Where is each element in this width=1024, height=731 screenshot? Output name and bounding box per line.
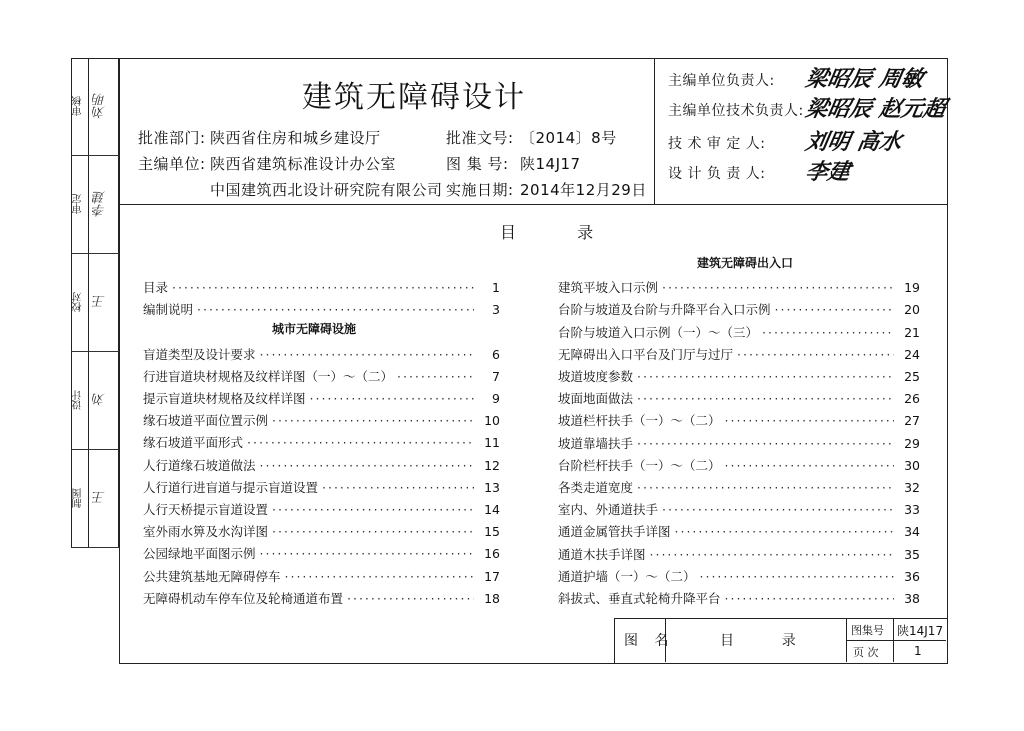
toc-entry-title: 室外雨水箅及水沟详图 — [143, 524, 269, 540]
toc-entry — [143, 278, 500, 296]
title-block-atlas-label: 图集号 — [851, 624, 884, 637]
strip-cell — [71, 58, 119, 156]
toc-entry — [143, 433, 500, 451]
toc-leader-dots — [260, 546, 474, 561]
toc-leader-dots — [637, 480, 894, 495]
toc-entry-page: 9 — [492, 391, 500, 406]
toc-leader-dots — [775, 302, 894, 317]
toc-entry — [143, 411, 500, 429]
toc-entry — [558, 522, 920, 540]
toc-entry — [558, 367, 920, 385]
toc-entry-title: 公园绿地平面图示例 — [143, 546, 256, 562]
toc-entry-page: 27 — [904, 413, 920, 429]
toc-leader-dots — [725, 591, 894, 606]
toc-leader-dots — [247, 435, 474, 450]
title-block-atlas-value: 陕14J17 — [897, 624, 944, 638]
toc-entry — [558, 545, 920, 563]
toc-leader-dots — [725, 413, 894, 428]
strip-cell — [71, 450, 119, 548]
toc-entry — [558, 323, 920, 341]
impl-date: 2014年12月29日 — [520, 181, 647, 199]
toc-entry-page: 21 — [904, 324, 920, 340]
toc-entry-page: 33 — [904, 502, 920, 518]
responsibility-role: 设 计 负 责 人: — [668, 166, 766, 182]
toc-entry-title: 人行道缘石坡道做法 — [143, 457, 256, 473]
toc-entry-title: 编制说明 — [143, 302, 194, 318]
responsibility-signature: 梁昭辰 周敏 — [803, 66, 926, 92]
toc-leader-dots — [662, 502, 894, 517]
toc-entry — [558, 456, 920, 474]
toc-entry-title: 提示盲道块材规格及纹样详图 — [143, 391, 306, 406]
toc-leader-dots — [725, 458, 894, 473]
toc-entry-title: 无障碍机动车停车位及轮椅通道布置 — [143, 590, 344, 606]
toc-entry-page: 30 — [904, 457, 920, 473]
approval-no-label: 批准文号: — [446, 129, 514, 147]
strip-cell — [71, 352, 119, 450]
toc-entry — [143, 456, 500, 474]
approval-dept: 陕西省住房和城乡建设厅 — [210, 129, 381, 147]
toc-section: 城市无障碍设施 — [272, 322, 357, 337]
strip-signature: 刘 — [93, 393, 108, 407]
toc-leader-dots — [260, 458, 474, 473]
toc-entry — [558, 300, 920, 318]
title-block-name-label: 图 名 — [624, 633, 675, 649]
responsibility-role: 技 术 审 定 人: — [668, 136, 766, 152]
toc-entry-title: 行进盲道块材规格及纹样详图（一）～（二） — [143, 368, 394, 384]
toc-entry-title: 通道护墙（一）～（二） — [558, 568, 696, 584]
toc-leader-dots — [737, 347, 894, 362]
toc-entry-page: 26 — [904, 391, 920, 407]
toc-entry-page: 24 — [904, 346, 920, 362]
toc-entry — [143, 589, 500, 607]
toc-entry — [143, 500, 500, 518]
strip-cell — [71, 254, 119, 352]
impl-date-label: 实施日期: — [446, 181, 514, 199]
editor-unit-label: 主编单位: — [138, 155, 206, 173]
toc-entry-page: 14 — [484, 502, 500, 517]
toc-entry — [558, 478, 920, 496]
toc-entry-page: 3 — [492, 302, 500, 318]
toc-leader-dots — [172, 280, 474, 295]
toc-entry — [143, 300, 500, 318]
toc-entry — [143, 345, 500, 363]
toc-section: 建筑无障碍出入口 — [697, 256, 794, 270]
toc-leader-dots — [272, 413, 474, 428]
title-block-name: 目 录 — [720, 633, 802, 649]
toc-entry-title: 坡道坡度参数 — [558, 369, 634, 384]
toc-entry — [558, 500, 920, 518]
toc-entry-title: 缘石坡道平面形式 — [143, 435, 244, 451]
title-block-page-value: 1 — [914, 644, 922, 658]
toc-entry — [558, 434, 920, 452]
toc-entry-page: 36 — [904, 568, 920, 584]
toc-leader-dots — [637, 436, 894, 451]
toc-entry — [558, 567, 920, 585]
toc-entry-page: 20 — [904, 302, 920, 318]
toc-entry-page: 32 — [904, 480, 920, 495]
toc-entry-page: 15 — [484, 524, 500, 540]
toc-entry-page: 7 — [492, 368, 500, 384]
strip-cell — [71, 156, 119, 254]
toc-leader-dots — [662, 280, 894, 295]
toc-leader-dots — [637, 391, 894, 406]
toc-entry-title: 通道木扶手详图 — [558, 546, 646, 562]
toc-entry-title: 人行道行进盲道与提示盲道设置 — [143, 479, 319, 495]
toc-leader-dots — [310, 391, 474, 406]
toc-entry — [143, 522, 500, 540]
toc-entry-page: 6 — [492, 346, 500, 362]
toc-leader-dots — [700, 569, 894, 584]
approval-no: 〔2014〕8号 — [520, 129, 617, 147]
toc-entry-title: 台阶与坡道入口示例（一）～（三） — [558, 324, 759, 340]
toc-leader-dots — [322, 480, 474, 495]
toc-entry — [558, 389, 920, 407]
toc-leader-dots — [285, 569, 474, 584]
toc-entry-title: 公共建筑基地无障碍停车 — [143, 568, 281, 584]
toc-entry-page: 17 — [484, 568, 500, 584]
toc-leader-dots — [762, 325, 894, 340]
editor-unit-2: 中国建筑西北设计研究院有限公司 — [210, 181, 443, 199]
strip-signature: 刘明 — [93, 93, 108, 119]
toc-entry-page: 13 — [484, 479, 500, 495]
strip-label: 设计 — [73, 390, 84, 410]
strip-signature: 王 — [93, 295, 108, 309]
toc-entry-page: 18 — [484, 590, 500, 606]
toc-entry-title: 无障碍出入口平台及门厅与过厅 — [558, 346, 734, 362]
toc-entry-title: 缘石坡道平面位置示例 — [143, 413, 269, 429]
toc-entry — [558, 345, 920, 363]
toc-entry-title: 通道金属管扶手详图 — [558, 524, 671, 540]
toc-entry — [143, 567, 500, 585]
toc-entry — [143, 478, 500, 496]
toc-leader-dots — [650, 547, 894, 562]
toc-entry — [143, 544, 500, 562]
toc-entry-page: 19 — [904, 280, 920, 296]
toc-entry-page: 25 — [904, 369, 920, 384]
toc-leader-dots — [347, 591, 474, 606]
strip-label: 审核 — [73, 96, 84, 116]
toc-entry-title: 室内、外通道扶手 — [558, 502, 659, 518]
strip-label: 校对 — [73, 292, 84, 312]
strip-label: 审定 — [73, 194, 84, 214]
toc-entry — [558, 278, 920, 296]
title-block-page-label: 页 次 — [853, 646, 879, 659]
responsibility-role: 主编单位负责人: — [668, 73, 775, 89]
toc-heading: 目 录 — [500, 223, 622, 242]
toc-entry-page: 12 — [484, 457, 500, 473]
toc-leader-dots — [272, 502, 474, 517]
strip-signature: 李建 — [93, 191, 108, 217]
toc-entry-page: 29 — [904, 435, 920, 451]
toc-leader-dots — [397, 369, 474, 384]
document-title: 建筑无障碍设计 — [302, 80, 526, 115]
atlas-no: 陕14J17 — [520, 155, 581, 173]
toc-entry-title: 各类走道宽度 — [558, 480, 634, 495]
toc-entry-page: 10 — [484, 413, 500, 429]
toc-entry-title: 坡道栏杆扶手（一）～（二） — [558, 413, 721, 429]
strip-signature: 王 — [93, 491, 108, 505]
toc-entry-page: 38 — [904, 591, 920, 606]
toc-entry — [558, 589, 920, 607]
toc-leader-dots — [675, 524, 894, 539]
strip-label: 制图 — [73, 488, 84, 508]
toc-entry — [143, 367, 500, 385]
toc-entry-title: 目录 — [143, 280, 169, 295]
atlas-no-label: 图 集 号: — [446, 155, 509, 173]
toc-leader-dots — [260, 347, 474, 362]
toc-entry-title: 坡面地面做法 — [558, 391, 634, 407]
editor-unit-1: 陕西省建筑标准设计办公室 — [210, 155, 397, 173]
toc-entry-title: 盲道类型及设计要求 — [143, 346, 256, 362]
toc-leader-dots — [197, 302, 474, 317]
responsibility-signature: 李建 — [803, 159, 853, 185]
responsibility-role: 主编单位技术负责人: — [668, 103, 804, 119]
toc-entry — [143, 389, 500, 407]
toc-entry-page: 35 — [904, 546, 920, 562]
toc-leader-dots — [637, 369, 894, 384]
responsibility-signature: 梁昭辰 赵元超 — [803, 96, 948, 122]
toc-entry-title: 人行天桥提示盲道设置 — [143, 502, 269, 517]
toc-entry-title: 坡道靠墙扶手 — [558, 435, 634, 451]
toc-leader-dots — [272, 524, 474, 539]
approval-dept-label: 批准部门: — [138, 129, 206, 147]
toc-entry-title: 斜拔式、垂直式轮椅升降平台 — [558, 591, 721, 606]
toc-entry-page: 16 — [484, 546, 500, 562]
toc-entry-page: 1 — [492, 280, 500, 295]
toc-entry-page: 34 — [904, 524, 920, 540]
toc-entry-title: 建筑平坡入口示例 — [558, 280, 659, 296]
toc-entry — [558, 411, 920, 429]
responsibility-signature: 刘明 高水 — [803, 129, 904, 155]
toc-entry-page: 11 — [484, 435, 500, 451]
binding-strip — [71, 58, 119, 548]
toc-entry-title: 台阶与坡道及台阶与升降平台入口示例 — [558, 302, 771, 318]
toc-entry-title: 台阶栏杆扶手（一）～（二） — [558, 457, 721, 473]
